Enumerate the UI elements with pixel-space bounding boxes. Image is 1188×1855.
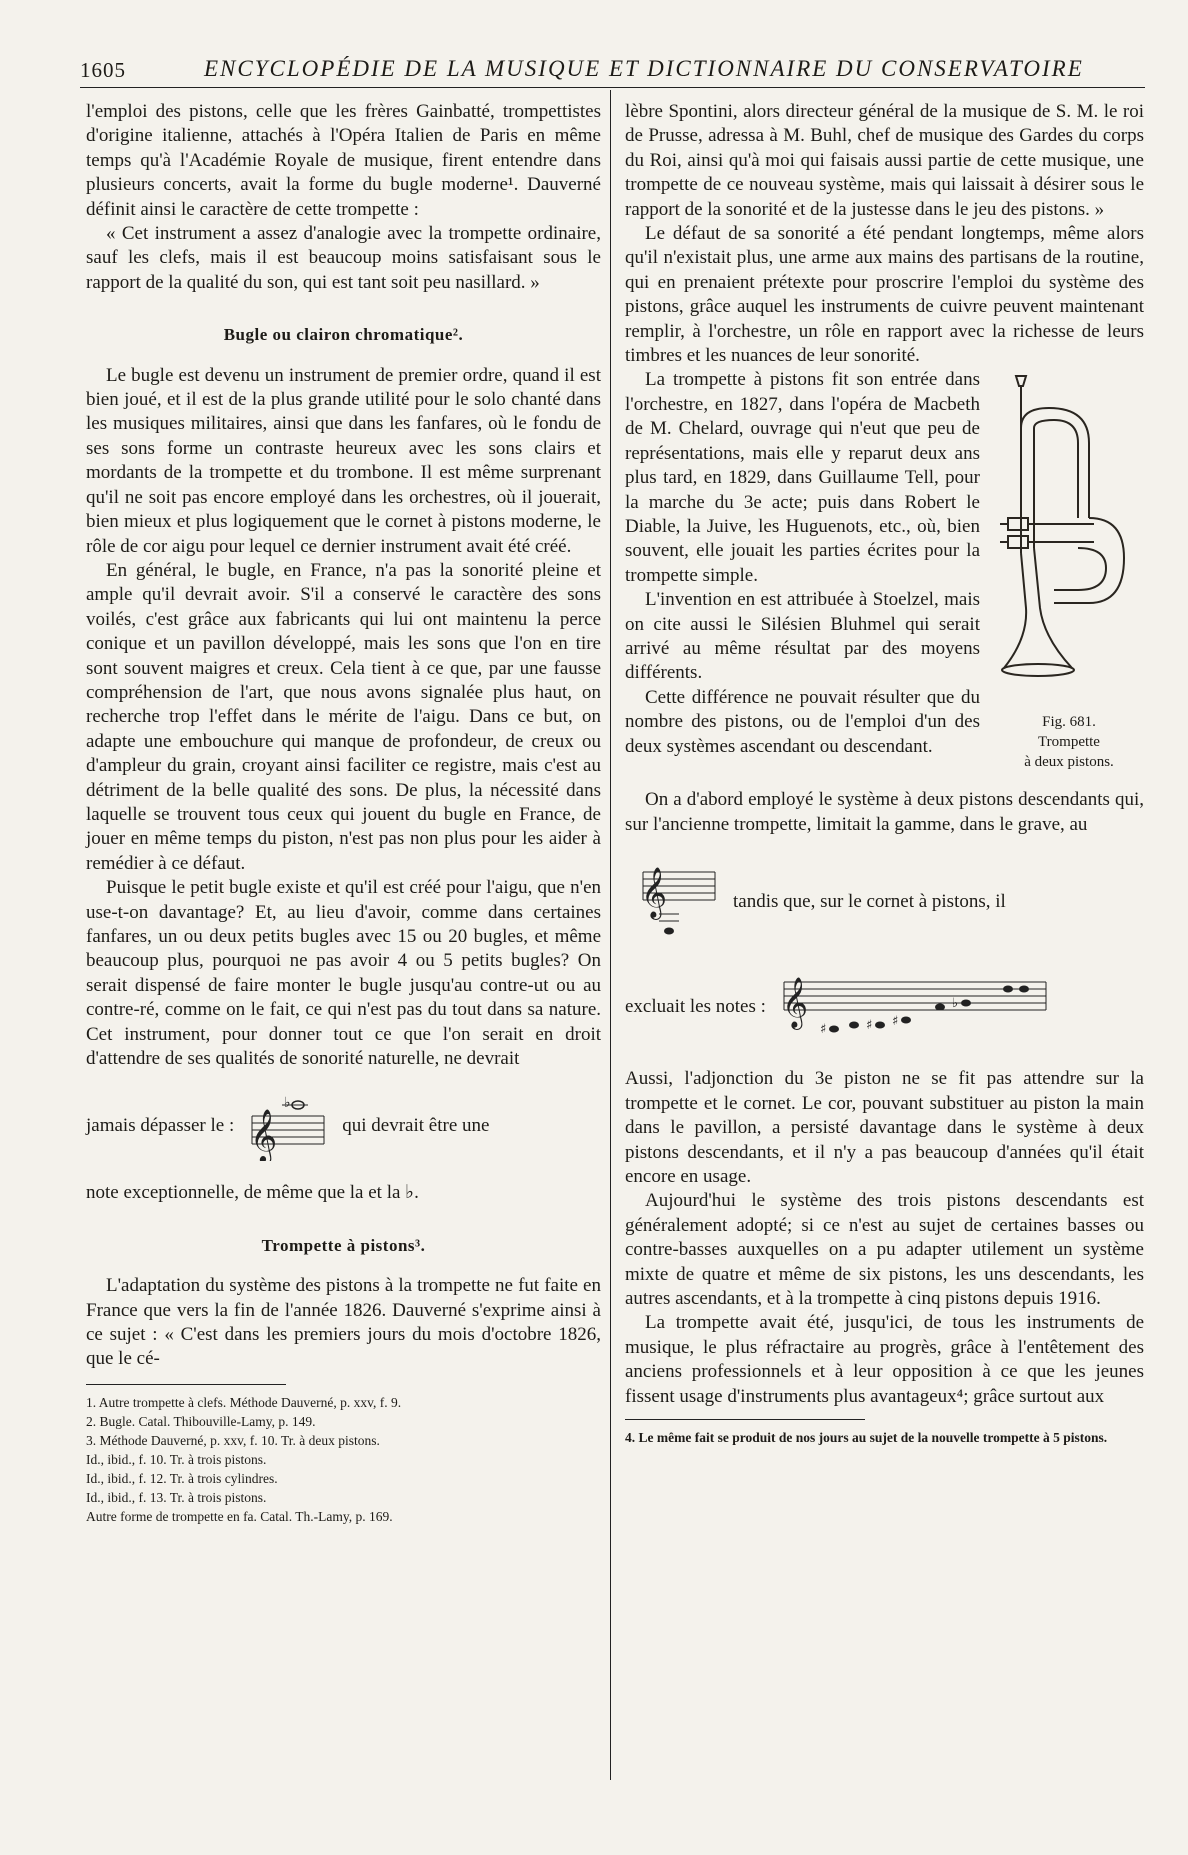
page-number: 1605 xyxy=(80,58,126,82)
paragraph: En général, le bugle, en France, n'a pas la sonorité pleine et ample qu'il devrait avoir. S'il a conservé le caractère des sons voilés, c'est grâce aux fabricants qui lui ont maintenu la perce conique et un pavillon développé, mais les sons que l'on en tire sont souvent maigres et creux. Cela tient à ce que, par une fausse compréhension de l'art, que nous avons signalée plus haut, on recherche trop l'effet dans le mérite de l'aigu. Dans ce but, on adapte une embouchure qui manque de profondeur, de creux ou d'ampleur du grain, croyant ainsi faciliter ce registre, mais c'est au détriment de la belle qualité des sons. De plus, la nécessité dans laquelle se trouvent tous ceux qui jouent du bugle en France, de jouer en même temps du piston, n'est pas non plus pour les aider à remédier à ce défaut. xyxy=(86,559,601,874)
header-rule xyxy=(80,87,1145,88)
paragraph: Cette différence ne pouvait résulter que du nombre des pistons, ou de l'emploi d'un des deux systèmes ascendant ou descendant. xyxy=(625,686,980,757)
paragraph: La trompette à pistons fit son entrée dans l'orchestre, en 1827, dans l'opéra de Macbeth de M. Chelard, ouvrage qui n'eut que peu de représentations, mais elle y reparut deux ans plus tard, en 1829, dans Guillaume Tell, pour la marche du 3e acte; puis dans Robert le Diable, la Juive, les Huguenots, etc., où, bien souvent, elle jouait les parties écrites pour la trompette simple. xyxy=(625,369,980,586)
footnote: Autre forme de trompette en fa. Catal. Th.-Lamy, p. 169. xyxy=(86,1508,393,1524)
treble-staff-icon xyxy=(248,1091,328,1161)
paragraph: l'emploi des pistons, celle que les frères Gainbatté, trompettistes d'origine italienne, attachés à l'Opéra Italien de Paris en même temps qu'à l'Académie Royale de musique, firent entendre dans plusieurs concerts, avait la forme du bugle moderne¹. Dauverné définit ainsi le caractère de cette trompette : xyxy=(86,101,601,220)
footnote: 1. Autre trompette à clefs. Méthode Dauverné, p. xxv, f. 9. xyxy=(86,1394,402,1410)
music-example-trail-text: tandis que, sur le cornet à pistons, il xyxy=(733,891,1006,913)
page-header xyxy=(80,56,1145,88)
footnote: Id., ibid., f. 10. Tr. à trois pistons. xyxy=(86,1451,267,1467)
paragraph: Puisque le petit bugle existe et qu'il est créé pour l'aigu, que n'en use-t-on davantage? Et, au lieu d'avoir, comme dans certaines fanfares, un ou deux petits bugles avec 15 ou 20 bugles, et même beaucoup plus, pourquoi ne pas avoir 4 ou 5 petits bugles? On serait dispensé de faire monter le bugle jusqu'au contre-ut ou au contre-ré, comme on le fait, ce qui n'est pas du tout dans sa nature. Cet instrument, pour donner tout ce que l'on serait en droit d'attendre de ses qualités de sonorité naturelle, ne devrait xyxy=(86,877,601,1070)
figure-title: Trompette xyxy=(1038,733,1100,750)
paragraph: On a d'abord employé le système à deux pistons descendants qui, sur l'ancienne trompette, limitait la gamme, dans le grave, au xyxy=(625,789,1144,835)
music-example-1 xyxy=(86,1091,601,1161)
paragraph: La trompette avait été, jusqu'ici, de tous les instruments de musique, le plus réfractaire au progrès, grâce à l'entêtement des anciens professionnels et à leur opposition à ce que les jeunes fissent usage d'instruments plus avantageux⁴; grâce surtout aux xyxy=(625,1312,1144,1407)
music-example-3 xyxy=(625,967,1144,1047)
svg-text:𝄞: 𝄞 xyxy=(641,867,668,919)
figure-block xyxy=(625,368,1144,788)
footnote: 3. Méthode Dauverné, p. xxv, f. 10. Tr. à deux pistons. xyxy=(86,1432,380,1448)
svg-text:♯: ♯ xyxy=(819,1022,827,1038)
figure-subtitle: à deux pistons. xyxy=(1024,753,1114,770)
paragraph: lèbre Spontini, alors directeur général de la musique de S. M. le roi de Prusse, adressa à M. Buhl, chef de musique des Gardes du corps du Roi, ainsi qu'à moi qui faisais aussi partie de cette musique, une trompette de ce nouveau système, mais qui laissait à désirer sous le rapport de la sonorité et de la justesse dans le jeu des pistons. » xyxy=(625,101,1144,220)
footnote: 2. Bugle. Catal. Thibouville-Lamy, p. 149. xyxy=(86,1413,316,1429)
section-heading-bugle: Bugle ou clairon chromatique². xyxy=(223,325,464,345)
paragraph: note exceptionnelle, de même que la et la ♭. xyxy=(86,1182,419,1204)
section-heading-trompette: Trompette à pistons³. xyxy=(261,1235,426,1255)
left-column xyxy=(86,100,601,1526)
paragraph: Le bugle est devenu un instrument de premier ordre, quand il est bien joué, et il est de la plus grande utilité pour le solo chanté dans les musiques militaires, ainsi que dans les fanfares, où le fondu de ses sons forme un contraste heureux avec les sons clairs et mordants de la trompette et du trombone. Il est même surprenant qu'il ne soit pas encore employé dans les orchestres, où il jouerait, bien mieux et plus logiquement que le cornet à pistons moderne, le rôle de cor aigu pour lequel ce dernier instrument avait été créé. xyxy=(86,364,601,557)
music-example-lead-text: excluait les notes : xyxy=(625,996,766,1018)
music-example-trail-text: qui devrait être une xyxy=(342,1115,490,1137)
column-divider xyxy=(610,90,611,1780)
figure-number: Fig. 681. xyxy=(1042,713,1096,730)
running-head: ENCYCLOPÉDIE DE LA MUSIQUE ET DICTIONNAIRE DU CONSERVATOIRE xyxy=(204,56,1084,81)
footnote: Id., ibid., f. 12. Tr. à trois cylindres. xyxy=(86,1470,278,1486)
footnote: 4. Le même fait se produit de nos jours au sujet de la nouvelle trompette à 5 pistons. xyxy=(625,1429,1108,1445)
treble-staff-icon xyxy=(780,967,1050,1047)
svg-text:𝄞: 𝄞 xyxy=(250,1108,278,1162)
footnote: Id., ibid., f. 13. Tr. à trois pistons. xyxy=(86,1489,267,1505)
paragraph: Aujourd'hui le système des trois pistons descendants est généralement adopté; si ce n'est au sujet de certaines basses ou contre-basses auxquelles on a pu adapter utilement un système mixte de quatre et même de six pistons, les uns descendants, les autres ascendants, et à la trompette à cinq pistons depuis 1916. xyxy=(625,1190,1144,1309)
treble-staff-icon xyxy=(639,857,719,947)
music-example-lead-text: jamais dépasser le : xyxy=(86,1115,235,1137)
footnotes-left xyxy=(86,1384,286,1393)
footnote-rule xyxy=(625,1419,865,1420)
figure-caption xyxy=(994,712,1144,772)
svg-text:𝄞: 𝄞 xyxy=(781,977,808,1029)
music-example-2 xyxy=(625,857,1144,947)
svg-text:♭: ♭ xyxy=(284,1095,291,1112)
figure-wrap-text xyxy=(625,368,980,759)
figure-681 xyxy=(994,368,1144,771)
trumpet-illustration-icon xyxy=(994,368,1144,698)
svg-text:♭: ♭ xyxy=(951,996,959,1012)
paragraph: L'adaptation du système des pistons à la trompette ne fut faite en France que vers la fin de l'année 1826. Dauverné s'exprime ainsi à ce sujet : « C'est dans les premiers jours du mois d'octobre 1826, que le cé- xyxy=(86,1275,601,1370)
paragraph: Aussi, l'adjonction du 3e piston ne se fit pas attendre sur la trompette et le cornet. Le cor, pouvant substituer au piston la main dans le pavillon, a persisté davantage dans le système à deux pistons descendants, et il n'y a pas beaucoup d'années qu'il était encore en usage. xyxy=(625,1068,1144,1187)
quotation: « Cet instrument a assez d'analogie avec la trompette ordinaire, sauf les clefs, mais il est beaucoup moins satisfaisant sous le rapport de la qualité du son, qui est tant soit peu nasillard. » xyxy=(86,223,601,293)
svg-text:♯: ♯ xyxy=(891,1014,899,1030)
svg-text:♯: ♯ xyxy=(865,1018,873,1034)
right-column xyxy=(625,100,1144,1447)
paragraph: Le défaut de sa sonorité a été pendant longtemps, même alors qu'il n'existait plus, une arme aux mains des partisans de la routine, qui en prenaient prétexte pour proscrire l'emploi du système des pistons, grâce auquel les instruments de cuivre peuvent maintenant remplir, à l'orchestre, un rôle en rapport avec la richesse de leurs timbres et les nuances de leur sonorité. xyxy=(625,223,1144,367)
paragraph: L'invention en est attribuée à Stoelzel, mais on cite aussi le Silésien Bluhmel qui serait arrivé au même résultat par des moyens différents. xyxy=(625,589,980,684)
